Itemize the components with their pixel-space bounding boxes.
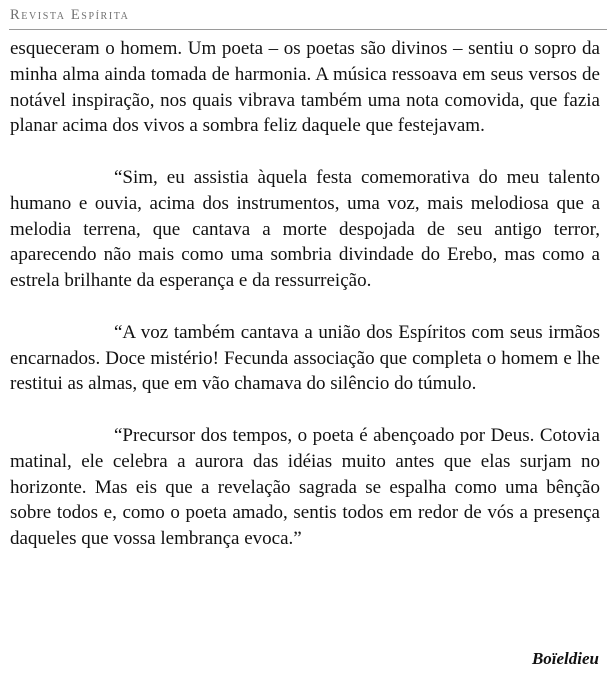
paragraph-3: “A voz também cantava a união dos Espíritos com seus irmãos encarnados. Doce mistério! Fecunda associação que completa o homem e lhe restitui as almas, que em vão chamava do silêncio do túmulo.: [10, 321, 600, 395]
paragraph-4: “Precursor dos tempos, o poeta é abençoado por Deus. Cotovia matinal, ele celebra a aurora das idéias muito antes que elas surjam no horizonte. Mas eis que a revelação sagrada se espalha como uma bênção sobre todos e, como o poeta amado, sentis todos em redor de vós a presença daqueles que vossa lembrança evoca.”: [10, 424, 600, 550]
running-head: Revista Espírita: [10, 7, 130, 23]
paragraph-1: esqueceram o homem. Um poeta – os poetas são divinos – sentiu o sopro da minha alma ainda tomada de harmonia. A música ressoava em seus versos de notável inspiração, nos quais vibrava também uma nota comovida, que fazia planar acima dos vivos a sombra feliz daquele que festejavam.: [10, 38, 600, 137]
paragraph-2: “Sim, eu assistia àquela festa comemorativa do meu talento humano e ouvia, acima dos instrumentos, uma voz, mais melodiosa que a melodia terrena, que cantava a morte despojada de seu antigo terror, aparecendo não mais como uma sombria divindade do Erebo, mas como a estrela brilhante da esperança e da ressurreição.: [10, 166, 600, 292]
author-signature: Boïeldieu: [531, 649, 599, 668]
header-rule: [9, 29, 607, 30]
page-body: [10, 36, 600, 552]
